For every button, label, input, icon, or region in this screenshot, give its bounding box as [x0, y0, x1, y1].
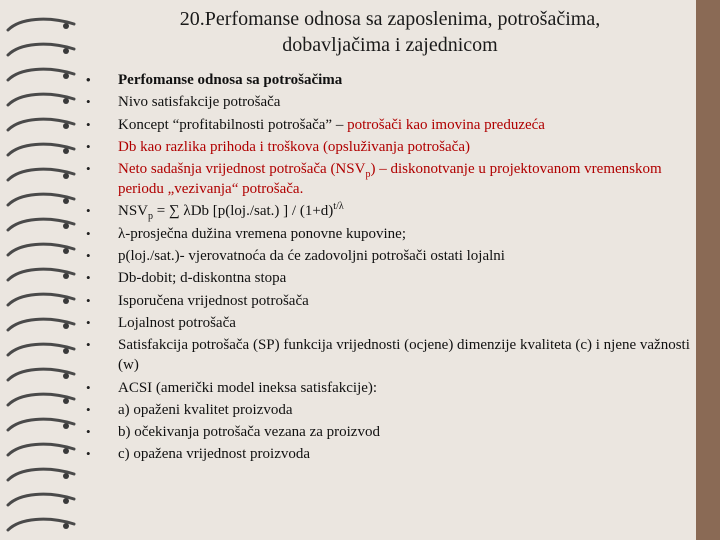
- binding-hole: [63, 348, 69, 354]
- binding-hole: [63, 473, 69, 479]
- binding-hole: [63, 448, 69, 454]
- binding-hole: [63, 98, 69, 104]
- binding-hole: [63, 123, 69, 129]
- binding-hole: [63, 173, 69, 179]
- binding-hole: [63, 73, 69, 79]
- list-item: • Db-dobit; d-diskontna stopa: [86, 268, 691, 288]
- bullet-list: [86, 70, 691, 467]
- list-item: • Db kao razlika prihoda i troškova (opsluživanja potrošača): [86, 137, 691, 157]
- list-item: • $NSV_p$ = ∑ λDb [p(loj./sat.) ] / $(1+d)^{t/\lambda}$: [86, 201, 691, 221]
- binding-hole: [63, 323, 69, 329]
- list-item: • ACSI (američki model ineksa satisfakcije):: [86, 378, 691, 398]
- binding-hole: [63, 23, 69, 29]
- binding-hole: [63, 373, 69, 379]
- binding-hole: [63, 498, 69, 504]
- list-item: • b) očekivanja potrošača vezana za proizvod: [86, 422, 691, 442]
- spiral-binding: [0, 0, 84, 540]
- list-item: • p(loj./sat.)- vjerovatnoća da će zadovoljni potrošači ostati lojalni: [86, 246, 691, 266]
- binding-hole: [63, 523, 69, 529]
- list-item: • λ-prosječna dužina vremena ponovne kupovine;: [86, 224, 691, 244]
- list-item: • Satisfakcija potrošača (SP) funkcija vrijednosti (ocjene) dimenzije kvaliteta (c) i njene važnosti (w): [86, 335, 691, 375]
- list-item: • c) opažena vrijednost proizvoda: [86, 444, 691, 464]
- binding-hole: [63, 248, 69, 254]
- slide-title-line-2: dobavljačima i zajednicom: [282, 34, 498, 56]
- slide-title-line-1: 20.Perfomanse odnosa sa zaposlenima, potrošačima,: [179, 8, 601, 30]
- binding-hole: [63, 398, 69, 404]
- binding-hole: [63, 148, 69, 154]
- list-item: • Isporučena vrijednost potrošača: [86, 291, 691, 311]
- binding-hole: [63, 48, 69, 54]
- binding-hole: [63, 273, 69, 279]
- binding-hole: [63, 423, 69, 429]
- binding-hole: [63, 223, 69, 229]
- list-item: • Neto sadašnja vrijednost potrošača $(NSV_p)$ – diskonotvanje u projektovanom vremenskom periodu „vezivanja“ potrošača.: [86, 159, 691, 199]
- binding-hole: [63, 298, 69, 304]
- slide-title: [90, 6, 690, 58]
- list-item: • Koncept “profitabilnosti potrošača” – potrošači kao imovina preduzeća: [86, 115, 691, 135]
- list-item: • Lojalnost potrošača: [86, 313, 691, 333]
- list-item: • Perfomanse odnosa sa potrošačima: [86, 70, 691, 90]
- list-item: • a) opaženi kvalitet proizvoda: [86, 400, 691, 420]
- list-item: • Nivo satisfakcije potrošača: [86, 92, 691, 112]
- binding-hole: [63, 198, 69, 204]
